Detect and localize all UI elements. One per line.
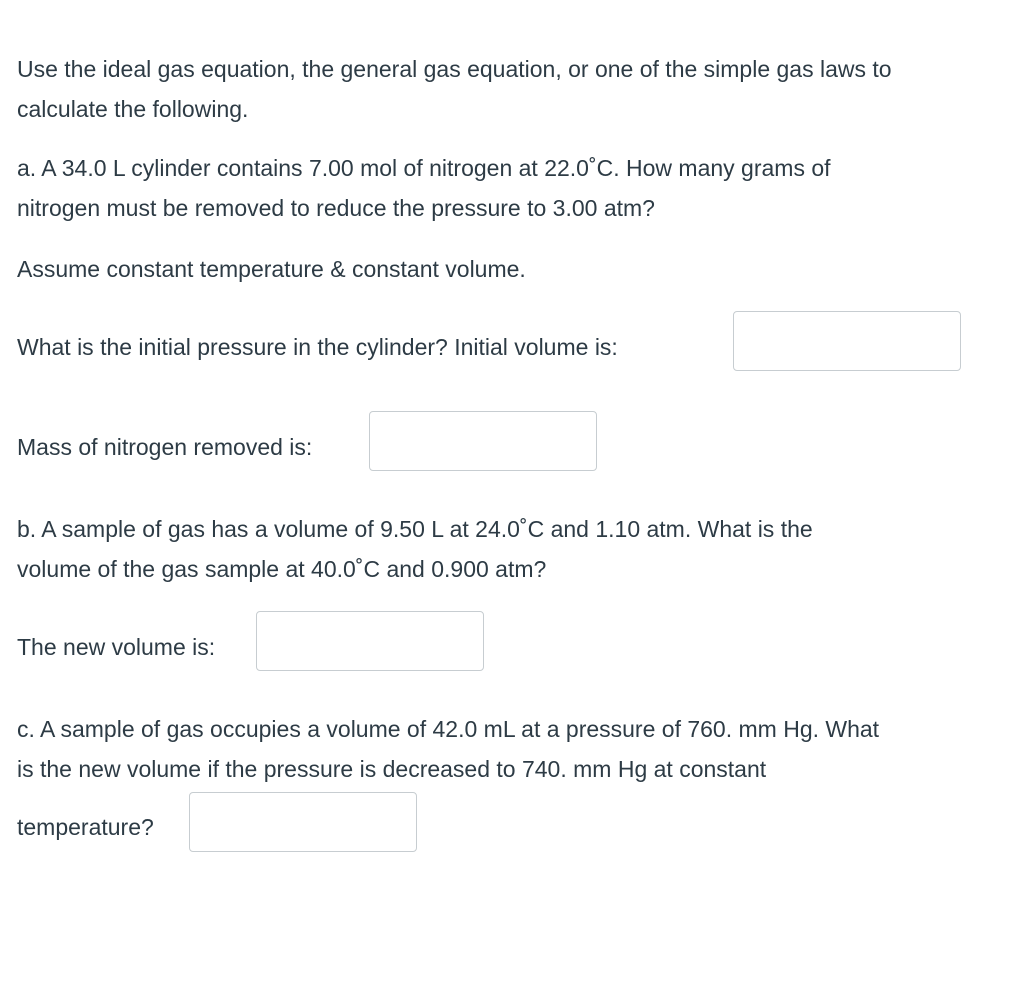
mass-removed-label: Mass of nitrogen removed is: [17,434,313,460]
new-volume-label: The new volume is: [17,634,216,660]
intro-line-1: Use the ideal gas equation, the general gas equation, or one of the simple gas laws to [17,56,892,82]
mass-removed-input[interactable] [369,411,597,471]
part-c-temperature-label: temperature? [17,814,154,840]
new-volume-input[interactable] [256,611,484,671]
part-a-assumption: Assume constant temperature & constant volume. [17,256,526,282]
part-c-question-line-1: c. A sample of gas occupies a volume of 42.0 mL at a pressure of 760. mm Hg. What [17,716,880,742]
part-c-volume-input[interactable] [189,792,417,852]
part-a-question-line-1: a. A 34.0 L cylinder contains 7.00 mol of nitrogen at 22.0˚C. How many grams of [17,155,831,181]
initial-pressure-input[interactable] [733,311,961,371]
intro-line-2: calculate the following. [17,96,249,122]
part-b-question-line-2: volume of the gas sample at 40.0˚C and 0.900 atm? [17,556,547,582]
part-a-question-line-2: nitrogen must be removed to reduce the pressure to 3.00 atm? [17,195,655,221]
part-b-question-line-1: b. A sample of gas has a volume of 9.50 L at 24.0˚C and 1.10 atm. What is the [17,516,813,542]
initial-pressure-label: What is the initial pressure in the cylinder? Initial volume is: [17,334,618,360]
part-c-question-line-2: is the new volume if the pressure is decreased to 740. mm Hg at constant [17,756,767,782]
